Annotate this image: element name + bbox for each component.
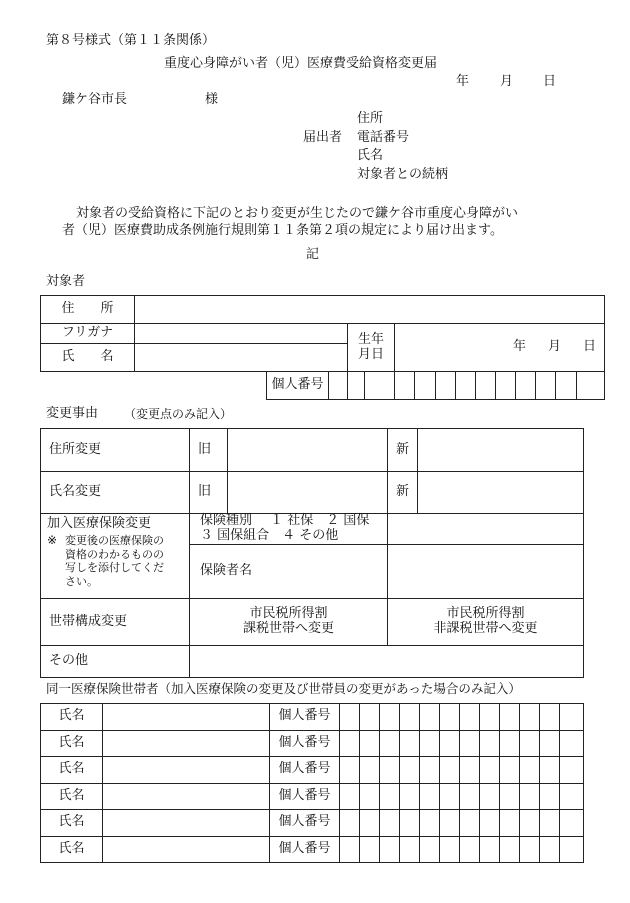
household-mynumber-digit[interactable] xyxy=(540,730,560,757)
household-mynumber-digit[interactable] xyxy=(500,810,520,837)
household-mynumber-digit[interactable] xyxy=(420,783,440,810)
insurance-type-label: 保険種別 xyxy=(200,513,253,529)
household-mynumber-digit[interactable] xyxy=(360,810,380,837)
household-name-label: 氏名 xyxy=(41,810,103,837)
household-mynumber-digit[interactable] xyxy=(380,810,400,837)
household-name-label: 氏名 xyxy=(41,836,103,863)
insurance-note: 変更後の医療保険の 資格のわかるものの 写しを添付してくだ さい。 xyxy=(65,533,164,589)
household-section-title: 同一医療保険世帯者（加入医療保険の変更及び世帯員の変更があった場合のみ記入） xyxy=(46,681,521,696)
household-mynumber-digit[interactable] xyxy=(540,836,560,863)
address-old-label: 旧 xyxy=(190,429,228,472)
household-mynumber-digit[interactable] xyxy=(340,730,360,757)
household-mynumber-digit[interactable] xyxy=(560,704,584,731)
household-mynumber-digit[interactable] xyxy=(340,757,360,784)
mynumber-label: 個人番号 xyxy=(267,372,329,400)
household-mynumber-digit[interactable] xyxy=(460,810,480,837)
address-new-label: 新 xyxy=(388,429,418,472)
household-mynumber-digit[interactable] xyxy=(520,783,540,810)
body-text-line1: 対象者の受給資格に下記のとおり変更が生じたので鎌ケ谷市重度心身障がい xyxy=(76,206,519,221)
household-mynumber-digit[interactable] xyxy=(500,836,520,863)
household-name-input[interactable] xyxy=(103,783,270,810)
household-mynumber-digit[interactable] xyxy=(520,730,540,757)
household-mynumber-label: 個人番号 xyxy=(270,757,340,784)
household-mynumber-digit[interactable] xyxy=(440,836,460,863)
name-old-input[interactable] xyxy=(228,472,388,514)
mynumber-digit[interactable] xyxy=(577,372,605,400)
household-mynumber-label: 個人番号 xyxy=(270,783,340,810)
insurance-type-filler xyxy=(388,514,584,545)
subject-section-title: 対象者 xyxy=(46,274,86,289)
household-mynumber-digit[interactable] xyxy=(480,757,500,784)
household-row xyxy=(41,757,584,784)
name-input[interactable] xyxy=(135,344,348,372)
household-mynumber-digit[interactable] xyxy=(540,757,560,784)
household-row xyxy=(41,704,584,731)
subject-table xyxy=(40,295,605,400)
household-mynumber-digit[interactable] xyxy=(520,757,540,784)
subject-mynumber-row xyxy=(41,372,605,400)
household-mynumber-digit[interactable] xyxy=(440,783,460,810)
household-mynumber-digit[interactable] xyxy=(340,810,360,837)
taxed-household-option[interactable]: 市民税所得割 課税世帯へ変更 xyxy=(190,599,388,646)
household-mynumber-digit[interactable] xyxy=(400,757,420,784)
mynumber-digit[interactable] xyxy=(496,372,516,400)
household-name-label: 氏名 xyxy=(41,783,103,810)
household-row xyxy=(41,810,584,837)
other-input[interactable] xyxy=(190,646,584,678)
household-mynumber-digit[interactable] xyxy=(460,783,480,810)
notifier-relationship-label: 対象者との続柄 xyxy=(357,167,449,182)
household-mynumber-digit[interactable] xyxy=(400,836,420,863)
name-change-label: 氏名変更 xyxy=(41,472,190,514)
mynumber-digit[interactable] xyxy=(365,372,395,400)
insurer-name-cell xyxy=(190,545,388,599)
untaxed-household-option[interactable]: 市民税所得割 非課税世帯へ変更 xyxy=(388,599,584,646)
addressee-suffix: 様 xyxy=(205,92,219,107)
household-mynumber-digit[interactable] xyxy=(440,704,460,731)
household-mynumber-label: 個人番号 xyxy=(270,810,340,837)
insurer-name-label: 保険者名 xyxy=(200,563,253,579)
household-mynumber-digit[interactable] xyxy=(460,836,480,863)
household-mynumber-digit[interactable] xyxy=(480,836,500,863)
birthdate-input[interactable]: 年 月 日 xyxy=(395,324,605,372)
furigana-label: フリガナ xyxy=(41,324,135,344)
address-input[interactable] xyxy=(135,296,605,324)
household-mynumber-digit[interactable] xyxy=(540,783,560,810)
mynumber-digit[interactable] xyxy=(329,372,348,400)
household-mynumber-digit[interactable] xyxy=(420,704,440,731)
changes-table xyxy=(40,428,584,678)
address-change-label: 住所変更 xyxy=(41,429,190,472)
household-mynumber-digit[interactable] xyxy=(400,704,420,731)
household-mynumber-digit[interactable] xyxy=(420,757,440,784)
form-title: 重度心身障がい者（児）医療費受給資格変更届 xyxy=(164,56,438,71)
household-mynumber-digit[interactable] xyxy=(440,810,460,837)
note-mark: ※ xyxy=(47,532,58,547)
household-mynumber-label: 個人番号 xyxy=(270,730,340,757)
household-mynumber-digit[interactable] xyxy=(560,783,584,810)
household-mynumber-digit[interactable] xyxy=(420,836,440,863)
date-day-label: 日 xyxy=(543,74,557,89)
ki-mark: 記 xyxy=(306,247,320,262)
mynumber-digit[interactable] xyxy=(395,372,415,400)
date-month-label: 月 xyxy=(500,74,514,89)
body-text-line2: 者（児）医療費助成条例施行規則第１１条第２項の規定により届け出ます。 xyxy=(62,223,503,238)
household-name-input[interactable] xyxy=(103,704,270,731)
blank-cell xyxy=(41,372,267,400)
household-mynumber-digit[interactable] xyxy=(340,836,360,863)
name-label: 氏 名 xyxy=(41,344,135,372)
household-mynumber-digit[interactable] xyxy=(360,730,380,757)
household-mynumber-digit[interactable] xyxy=(560,730,584,757)
household-mynumber-digit[interactable] xyxy=(360,757,380,784)
household-mynumber-digit[interactable] xyxy=(360,704,380,731)
household-mynumber-digit[interactable] xyxy=(360,783,380,810)
mynumber-digit[interactable] xyxy=(436,372,456,400)
household-mynumber-digit[interactable] xyxy=(500,757,520,784)
household-mynumber-digit[interactable] xyxy=(420,730,440,757)
addressee: 鎌ケ谷市長 xyxy=(62,92,128,107)
household-name-label: 氏名 xyxy=(41,704,103,731)
insurance-change-cell xyxy=(41,514,190,599)
other-label: その他 xyxy=(41,646,190,678)
household-mynumber-digit[interactable] xyxy=(400,783,420,810)
household-mynumber-digit[interactable] xyxy=(500,704,520,731)
household-mynumber-digit[interactable] xyxy=(480,783,500,810)
household-mynumber-digit[interactable] xyxy=(460,704,480,731)
household-mynumber-digit[interactable] xyxy=(440,730,460,757)
insurer-name-input[interactable] xyxy=(388,545,584,599)
household-mynumber-digit[interactable] xyxy=(460,757,480,784)
household-mynumber-digit[interactable] xyxy=(480,810,500,837)
household-mynumber-digit[interactable] xyxy=(520,836,540,863)
household-mynumber-digit[interactable] xyxy=(380,730,400,757)
household-mynumber-digit[interactable] xyxy=(420,810,440,837)
notifier-phone-label: 電話番号 xyxy=(357,130,410,145)
household-mynumber-digit[interactable] xyxy=(380,704,400,731)
household-mynumber-digit[interactable] xyxy=(560,757,584,784)
notifier-label: 届出者 xyxy=(303,130,343,145)
household-table xyxy=(40,703,584,863)
household-mynumber-label: 個人番号 xyxy=(270,836,340,863)
name-new-input[interactable] xyxy=(418,472,584,514)
household-mynumber-digit[interactable] xyxy=(500,783,520,810)
household-mynumber-digit[interactable] xyxy=(360,836,380,863)
household-mynumber-digit[interactable] xyxy=(440,757,460,784)
insurance-type-row[interactable] xyxy=(190,514,388,545)
mynumber-digit[interactable] xyxy=(456,372,476,400)
household-name-input[interactable] xyxy=(103,836,270,863)
household-mynumber-digit[interactable] xyxy=(560,836,584,863)
household-mynumber-digit[interactable] xyxy=(340,783,360,810)
mynumber-digit[interactable] xyxy=(556,372,577,400)
address-new-input[interactable] xyxy=(418,429,584,472)
mynumber-digit[interactable] xyxy=(348,372,365,400)
furigana-input[interactable] xyxy=(135,324,348,344)
household-mynumber-digit[interactable] xyxy=(520,810,540,837)
notifier-name-label: 氏名 xyxy=(357,148,384,163)
household-mynumber-digit[interactable] xyxy=(340,704,360,731)
household-mynumber-digit[interactable] xyxy=(500,730,520,757)
household-row xyxy=(41,730,584,757)
birthdate-label: 生年 月日 xyxy=(348,324,395,372)
household-row xyxy=(41,783,584,810)
form-number: 第８号様式（第１１条関係） xyxy=(46,33,216,48)
household-mynumber-digit[interactable] xyxy=(400,730,420,757)
household-mynumber-digit[interactable] xyxy=(380,757,400,784)
mynumber-digit[interactable] xyxy=(516,372,536,400)
household-mynumber-digit[interactable] xyxy=(540,810,560,837)
household-mynumber-digit[interactable] xyxy=(560,810,584,837)
household-change-label: 世帯構成変更 xyxy=(41,599,190,646)
name-old-label: 旧 xyxy=(190,472,228,514)
household-mynumber-digit[interactable] xyxy=(400,810,420,837)
date-year-label: 年 xyxy=(456,74,470,89)
household-mynumber-digit[interactable] xyxy=(480,730,500,757)
household-name-input[interactable] xyxy=(103,810,270,837)
household-mynumber-digit[interactable] xyxy=(540,704,560,731)
changes-section-note: （変更点のみ記入） xyxy=(124,407,233,421)
household-mynumber-digit[interactable] xyxy=(520,704,540,731)
address-old-input[interactable] xyxy=(228,429,388,472)
mynumber-digit[interactable] xyxy=(476,372,496,400)
household-name-input[interactable] xyxy=(103,730,270,757)
insurance-type-options[interactable]: １ 社保 ２ 国保 ３ 国保組合 ４ その他 xyxy=(200,513,383,543)
household-name-input[interactable] xyxy=(103,757,270,784)
household-name-label: 氏名 xyxy=(41,730,103,757)
address-label: 住 所 xyxy=(41,296,135,324)
household-mynumber-digit[interactable] xyxy=(380,783,400,810)
household-row xyxy=(41,836,584,863)
name-new-label: 新 xyxy=(388,472,418,514)
household-name-label: 氏名 xyxy=(41,757,103,784)
mynumber-digit[interactable] xyxy=(415,372,436,400)
household-mynumber-digit[interactable] xyxy=(480,704,500,731)
insurance-change-label: 加入医療保険変更 xyxy=(47,516,152,531)
household-mynumber-digit[interactable] xyxy=(460,730,480,757)
mynumber-digit[interactable] xyxy=(536,372,556,400)
household-mynumber-digit[interactable] xyxy=(380,836,400,863)
changes-section-title: 変更事由 xyxy=(46,406,99,421)
household-mynumber-label: 個人番号 xyxy=(270,704,340,731)
notifier-address-label: 住所 xyxy=(357,111,384,126)
